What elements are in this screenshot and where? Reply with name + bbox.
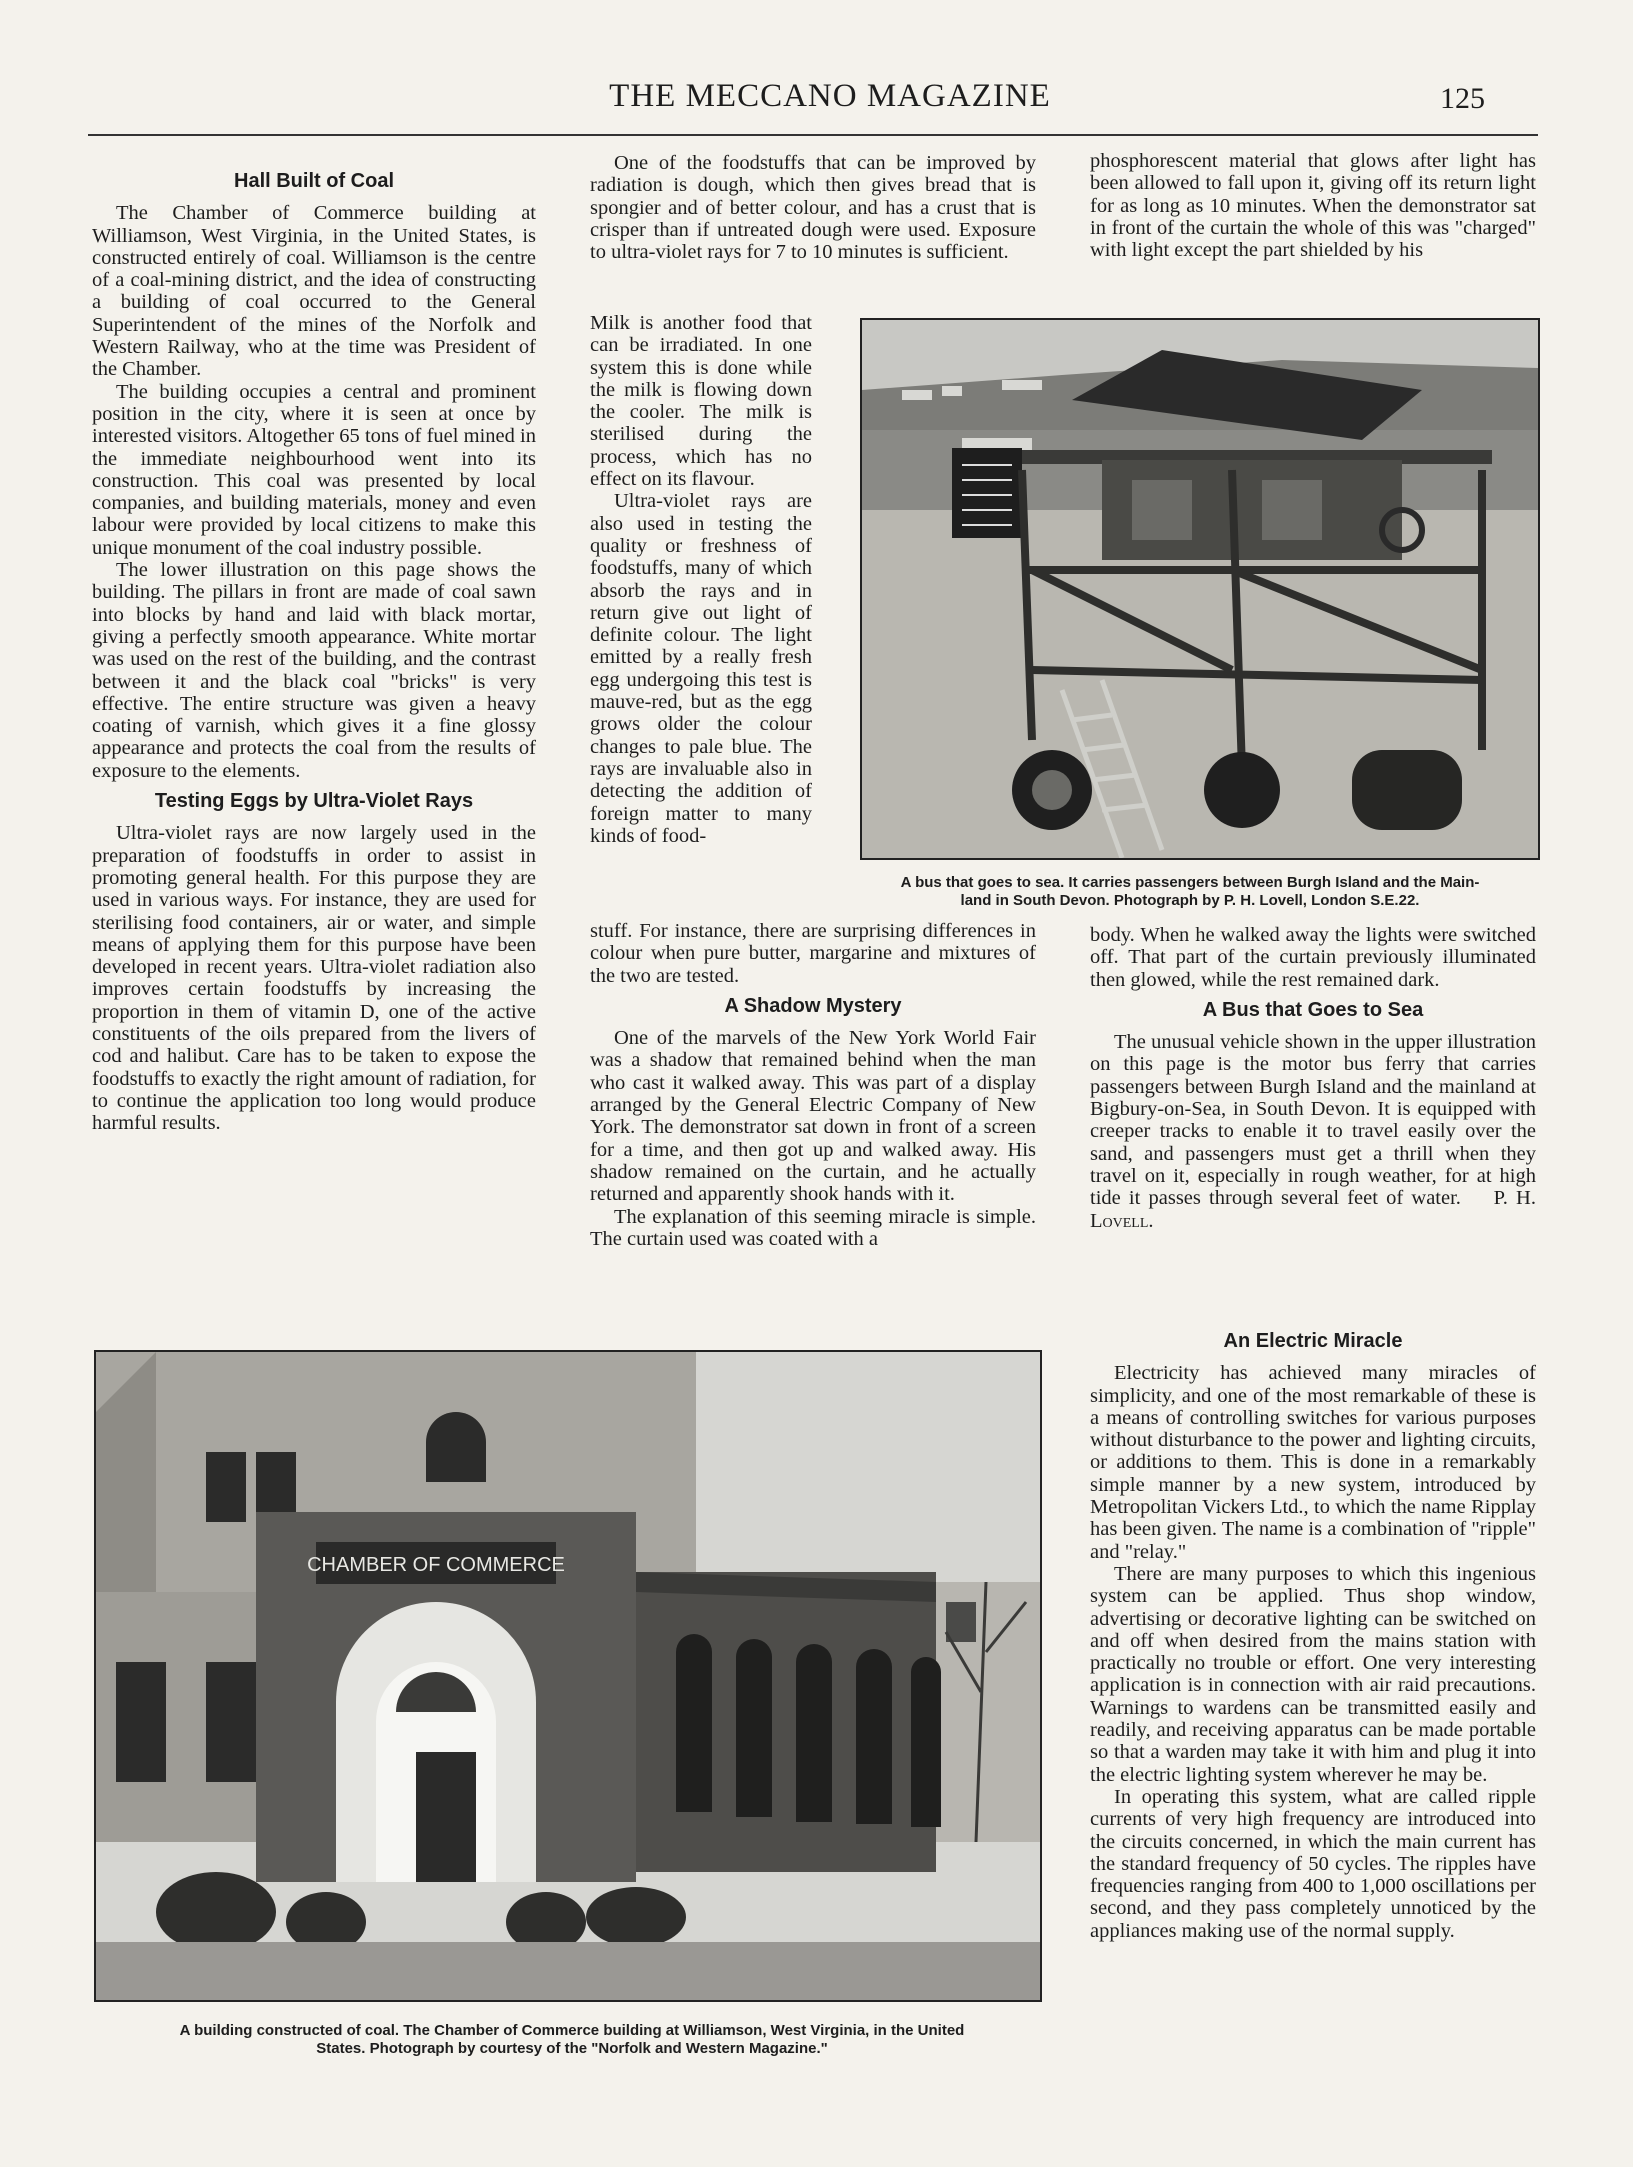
author-credit: P. H. Lovell. bbox=[1090, 1187, 1536, 1232]
column-2-bottom bbox=[590, 920, 1036, 1250]
paragraph: In operating this system, what are called ripple currents of very high frequency are introduced into the circuits concerned, in which the main current has the standard frequency of 50 cycles. The ripples have frequencies ranging from 400 to 1,000 oscillations per second, and they pass completely unnoticed by the appliances making use of the normal supply. bbox=[1090, 1785, 1536, 1942]
paragraph: The explanation of this seeming miracle is simple. The curtain used was coated with a bbox=[590, 1205, 1036, 1250]
paragraph: Electricity has achieved many miracles of simplicity, and one of the most remarkable of these is a means of controlling switches for various purposes without disturbance to the power and lighting circuits, or additions to them. This is done in a remarkably simple manner by a new system, introduced by Metropolitan Vickers Ltd., to which the name Ripplay has been given. The name is a combination of "ripple" and "relay." bbox=[1090, 1362, 1536, 1563]
paragraph: Ultra-violet rays are also used in testing the quality or freshness of foodstuffs, many of which absorb the rays and in return give out light of definite colour. The light emitted by a really fresh egg undergoing this test is mauve-red, but as the egg grows older the colour changes to pale blue. The rays are invaluable also in detecting the addition of foreign matter to many kinds of food- bbox=[590, 490, 812, 847]
paragraph: One of the foodstuffs that can be improved by radiation is dough, which then gives bread that is spongier and of better colour, and has a crust that is crisper than if untreated dough were used. Exposure to ultra-violet rays for 7 to 10 minutes is sufficient. bbox=[590, 152, 1036, 264]
paragraph bbox=[1090, 1031, 1536, 1232]
column-3-middle bbox=[1090, 924, 1536, 1232]
paragraph: There are many purposes to which this ingenious system can be applied. Thus shop window, advertising or decorative lighting can be switched on and off when desired from the mains station with practically no trouble or effort. One very interesting application is in connection with air raid precautions. Warnings to wardens can be transmitted easily and readily, and receiving apparatus can be made portable so that a warden may take it with him and plug it into the electric lighting system wherever he may be. bbox=[1090, 1562, 1536, 1786]
heading-bus-goes-to-sea: A Bus that Goes to Sea bbox=[1202, 998, 1424, 1021]
bus-photo bbox=[860, 318, 1540, 860]
chamber-of-commerce-illustration bbox=[96, 1352, 1040, 2000]
heading-electric-miracle: An Electric Miracle bbox=[1223, 1330, 1403, 1352]
column-3-bottom bbox=[1090, 1322, 1536, 1942]
magazine-title: THE MECCANO MAGAZINE bbox=[609, 78, 1051, 114]
column-2-narrow bbox=[590, 312, 812, 847]
paragraph-text: The unusual vehicle shown in the upper illustration on this page is the motor bus ferry that carries passengers between Burgh Island and the mainland at Bigbury-on-Sea, in South Devon. It is equipped with creeper tracks to enable it to travel easily over the sand, and passengers must get a thrill when they travel on it, especially in rough weather, for at high tide it passes through several feet of water. bbox=[1090, 1031, 1536, 1210]
paragraph: stuff. For instance, there are surprising differences in colour when pure butter, margarine and mixtures of the two are tested. bbox=[590, 920, 1036, 987]
caption-line: A bus that goes to sea. It carries passengers between Burgh Island and the Main- bbox=[900, 874, 1480, 891]
building-sign-text: CHAMBER OF COMMERCE bbox=[307, 1554, 565, 1576]
caption-line: land in South Devon. Photograph by P. H. Lovell, London S.E.22. bbox=[960, 892, 1420, 909]
paragraph: The Chamber of Commerce building at Williamson, West Virginia, in the United States, is constructed entirely of coal. Williamson is the centre of a coal-mining district, and the idea of constructing a building of coal occurred to the General Superintendent of the mines of the Norfolk and Western Railway, who at the time was President of the Chamber. bbox=[92, 202, 536, 381]
heading-hall-built-of-coal: Hall Built of Coal bbox=[234, 170, 394, 192]
paragraph: The lower illustration on this page shows the building. The pillars in front are made of coal sawn into blocks by hand and laid with black mortar, giving a perfectly smooth appearance. White mortar was used on the rest of the building, and the contrast between it and the black coal "bricks" is very effective. The entire structure was given a heavy coating of varnish, which gives it a fine glossy appearance and protects the coal from the results of exposure to the elements. bbox=[92, 559, 536, 782]
bus-photo-illustration bbox=[862, 320, 1538, 858]
heading-testing-eggs: Testing Eggs by Ultra-Violet Rays bbox=[154, 790, 474, 813]
paragraph: The building occupies a central and prominent position in the city, where it is seen at once by interested visitors. Altogether 65 tons of fuel mined in the immediate neighbourhood went into its construction. This coal was presented by local companies, and building materials, money and even labour were provided by local citizens to make this unique monument of the coal industry possible. bbox=[92, 380, 536, 559]
building-photo-caption bbox=[92, 2022, 1052, 2058]
column-2-top bbox=[590, 152, 1036, 263]
page-number: 125 bbox=[1440, 82, 1485, 115]
chamber-of-commerce-photo bbox=[94, 1350, 1042, 2002]
paragraph: phosphorescent material that glows after light has been allowed to fall upon it, giving off its return light for as long as 10 minutes. When the demonstrator sat in front of the curtain the whole of this was "charged" with light except the part shielded by his bbox=[1090, 150, 1536, 262]
column-1 bbox=[92, 162, 536, 1134]
column-3-top bbox=[1090, 150, 1536, 261]
paragraph: Ultra-violet rays are now largely used in the preparation of foodstuffs in order to assist in promoting general health. For this purpose they are used in various ways. For instance, they are used for sterilising food containers, air or water, and simple means of applying them for this purpose have been developed in recent years. Ultra-violet radiation also improves certain foodstuffs by increasing the proportion in them of vitamin D, one of the active constituents of the oils prepared from the livers of cod and halibut. Care has to be taken to expose the foodstuffs to exactly the right amount of radiation, for to continue the application too long would produce harmful results. bbox=[92, 822, 536, 1135]
paragraph: body. When he walked away the lights were switched off. That part of the curtain previously illuminated then glowed, while the rest remained dark. bbox=[1090, 924, 1536, 991]
heading-shadow-mystery: A Shadow Mystery bbox=[724, 994, 902, 1017]
paragraph: One of the marvels of the New York World Fair was a shadow that remained behind when the man who cast it walked away. This was part of a display arranged by the General Electric Company of New York. The demonstrator sat down in front of a screen for a time, and then got up and walked away. His shadow remained on the curtain, and he actually returned and apparently shook hands with it. bbox=[590, 1027, 1036, 1206]
bus-photo-caption bbox=[840, 874, 1540, 910]
caption-line: States. Photograph by courtesy of the "Norfolk and Western Magazine." bbox=[316, 2040, 828, 2057]
header-rule bbox=[88, 134, 1538, 136]
caption-line: A building constructed of coal. The Chamber of Commerce building at Williamson, West Virginia, in the United bbox=[179, 2022, 965, 2039]
paragraph: Milk is another food that can be irradiated. In one system this is done while the milk is flowing down the cooler. The milk is sterilised during the process, which has no effect on its flavour. bbox=[590, 312, 812, 491]
